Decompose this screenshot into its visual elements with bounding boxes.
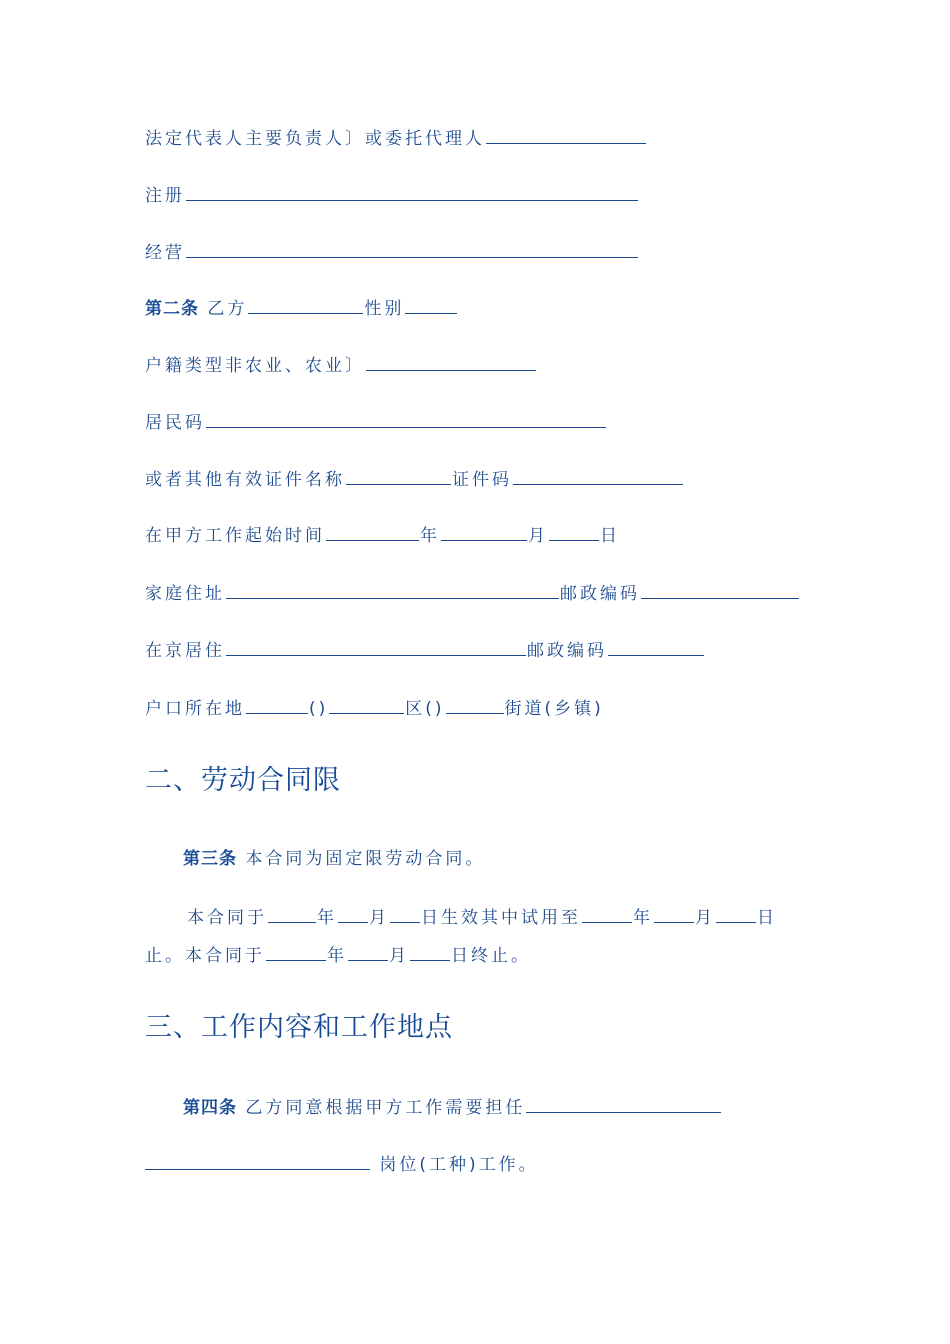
article-3-title: 第三条 [183,849,237,869]
household-type-blank[interactable] [366,352,536,371]
end-year-blank[interactable] [266,942,326,961]
article-4-text: 乙方同意根据甲方工作需要担任 [237,1098,526,1118]
contract-end-line [145,942,531,966]
resident-id-label: 居民码 [145,413,205,433]
probation-day-blank[interactable] [716,904,756,923]
month-label: 月 [369,908,389,928]
article-3-text: 本合同为固定限劳动合同。 [237,849,486,869]
month-label: 月 [389,946,409,966]
end-month-blank[interactable] [348,942,388,961]
probation-month-blank[interactable] [654,904,694,923]
article-4-title: 第四条 [183,1098,237,1118]
day-label: 日 [757,908,777,928]
registration-blank[interactable] [186,182,638,201]
effective-year-blank[interactable] [268,904,316,923]
beijing-residence-label: 在京居住 [145,641,225,661]
position-label: 岗位(工种)工作。 [371,1155,539,1175]
section-3-heading: 三、工作内容和工作地点 [145,1012,453,1043]
probation-year-blank[interactable] [582,904,632,923]
start-date-label: 在甲方工作起始时间 [145,526,325,546]
year-label: 年 [633,908,653,928]
party-b-blank[interactable] [248,295,363,314]
other-id-number-label: 证件码 [452,470,512,490]
business-line [145,239,639,263]
hukou-paren-1: () [309,699,329,719]
district-label: 区() [405,699,445,719]
year-label: 年 [420,526,440,546]
home-address-blank[interactable] [226,580,559,599]
household-type-line [145,352,537,376]
article-2-title: 第二条 [145,299,199,319]
day-label: 日 [600,526,620,546]
household-type-label: 户籍类型非农业、农业〕 [145,356,365,376]
year-label: 年 [317,908,337,928]
legal-rep-label: 法定代表人主要负责人〕或委托代理人 [145,129,485,149]
beijing-postcode-label: 邮政编码 [527,641,607,661]
hukou-street-blank[interactable] [446,695,504,714]
month-label: 月 [528,526,548,546]
business-label: 经营 [145,243,185,263]
other-id-line [145,466,684,490]
effective-day-blank[interactable] [390,904,420,923]
street-label: 街道(乡镇) [504,699,604,719]
home-address-label: 家庭住址 [145,584,225,604]
hukou-district-blank[interactable] [329,695,404,714]
article-4-line [183,1094,722,1118]
home-postcode-label: 邮政编码 [560,584,640,604]
position-blank-1[interactable] [526,1094,721,1113]
start-month-blank[interactable] [441,522,527,541]
start-year-blank[interactable] [326,522,419,541]
start-day-blank[interactable] [549,522,599,541]
gender-blank[interactable] [405,295,457,314]
end-day-blank[interactable] [410,942,450,961]
home-address-line [145,580,800,604]
section-2-heading: 二、劳动合同限 [145,765,341,796]
party-b-label: 乙方 [199,299,248,319]
month-label: 月 [695,908,715,928]
legal-rep-blank[interactable] [486,125,646,144]
resident-id-blank[interactable] [206,409,606,428]
gender-label: 性别 [364,299,405,319]
other-id-name-blank[interactable] [346,466,451,485]
home-postcode-blank[interactable] [641,580,799,599]
contract-period-line [187,904,777,928]
hukou-city-blank[interactable] [246,695,308,714]
contract-end-label: 止。本合同于 [145,946,265,966]
position-line [145,1151,539,1175]
hukou-line [145,695,604,719]
other-id-number-blank[interactable] [513,466,683,485]
end-day-label: 日终止。 [451,946,531,966]
probation-label: 日生效其中试用至 [421,908,581,928]
beijing-residence-line [145,637,705,661]
effective-month-blank[interactable] [338,904,368,923]
other-id-name-label: 或者其他有效证件名称 [145,470,345,490]
year-label: 年 [327,946,347,966]
registration-label: 注册 [145,186,185,206]
beijing-postcode-blank[interactable] [608,637,704,656]
article-2-line [145,295,458,319]
business-blank[interactable] [186,239,638,258]
legal-rep-line [145,125,647,149]
resident-id-line [145,409,607,433]
hukou-label: 户口所在地 [145,699,245,719]
article-3-line [183,847,485,871]
contract-from-label: 本合同于 [187,908,267,928]
registration-line [145,182,639,206]
beijing-residence-blank[interactable] [226,637,526,656]
position-blank-2[interactable] [145,1151,370,1170]
start-date-line [145,522,620,546]
